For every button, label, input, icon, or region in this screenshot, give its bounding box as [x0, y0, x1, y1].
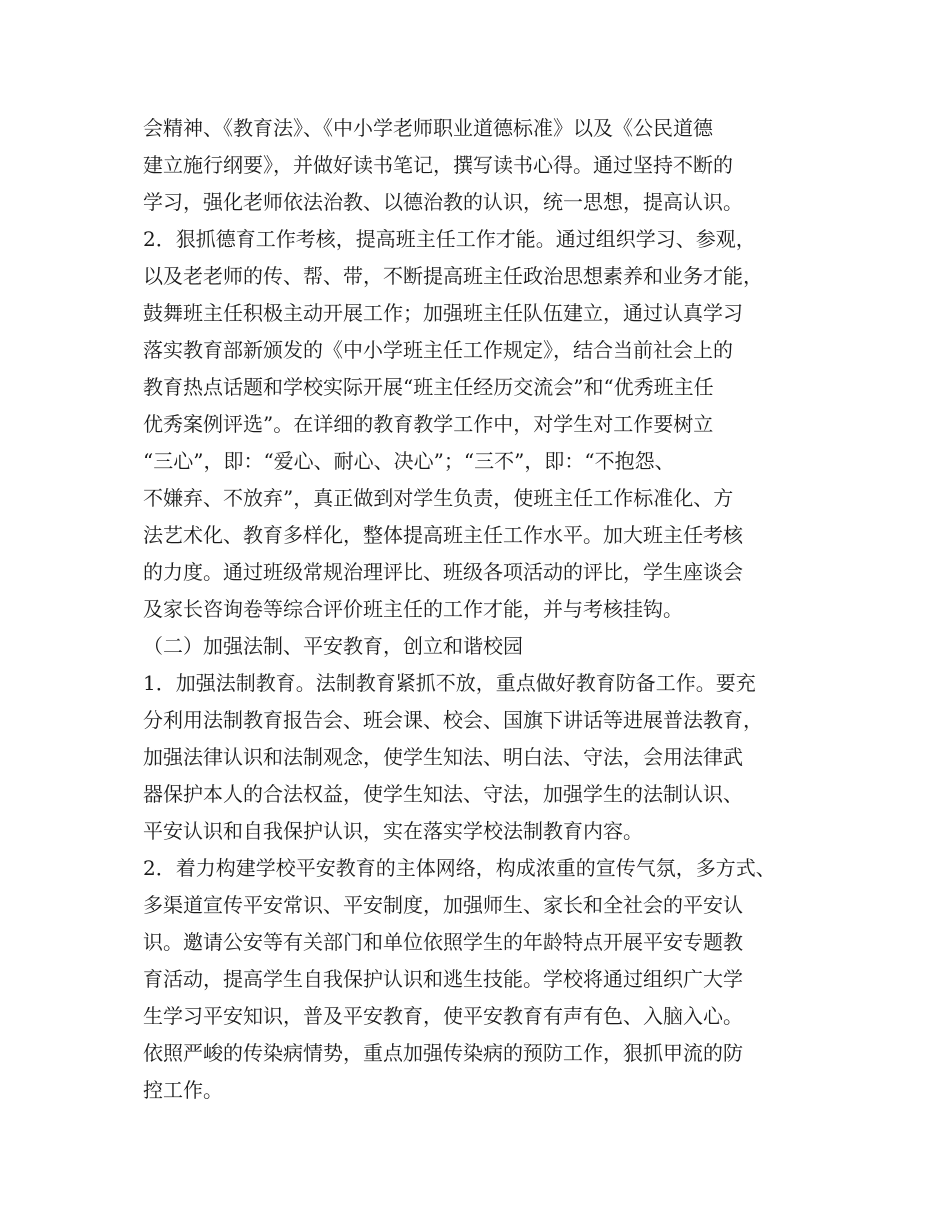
- text-line: 依照严峻的传染病情势，重点加强传染病的预防工作，狠抓甲流的防: [143, 1041, 743, 1065]
- text-line: 不嫌弃、不放弃”，真正做到对学生负责，使班主任工作标准化、方: [143, 486, 734, 510]
- text-line: 控工作。: [143, 1078, 223, 1102]
- text-line: 落实教育部新颁发的《中小学班主任工作规定》，结合当前社会上的: [143, 338, 733, 362]
- text-line: 育活动，提高学生自我保护认识和逃生技能。学校将通过组织广大学: [143, 967, 743, 991]
- text-line: 法艺术化、教育多样化，整体提高班主任工作水平。加大班主任考核: [143, 523, 743, 547]
- text-line: 会精神、《教育法》、《中小学老师职业道德标准》以及《公民道德: [143, 116, 713, 140]
- text-line: 鼓舞班主任积极主动开展工作；加强班主任队伍建立，通过认真学习: [143, 301, 743, 325]
- section-heading: （二）加强法制、平安教育，创立和谐校园: [143, 634, 523, 658]
- text-line: 优秀案例评选”。在详细的教育教学工作中，对学生对工作要树立: [143, 412, 714, 436]
- text-line: 的力度。通过班级常规治理评比、班级各项活动的评比，学生座谈会: [143, 560, 743, 584]
- text-line: 教育热点话题和学校实际开展“班主任经历交流会”和“优秀班主任: [143, 375, 714, 399]
- text-line: “三心”，即：“爱心、耐心、决心”；“三不”，即：“不抱怨、: [143, 449, 675, 473]
- text-line: 及家长咨询卷等综合评价班主任的工作才能，并与考核挂钩。: [143, 597, 683, 621]
- text-line: 学习，强化老师依法治教、以德治教的认识，统一思想，提高认识。: [143, 190, 743, 214]
- text-line: 识。邀请公安等有关部门和单位依照学生的年龄特点开展平安专题教: [143, 930, 743, 954]
- text-line: 器保护本人的合法权益，使学生知法、守法，加强学生的法制认识、: [143, 782, 743, 806]
- text-line: 建立施行纲要》，并做好读书笔记，撰写读书心得。通过坚持不断的: [143, 153, 733, 177]
- text-line: 2．着力构建学校平安教育的主体网络，构成浓重的宣传气氛，多方式、: [143, 856, 776, 880]
- text-line: 分利用法制教育报告会、班会课、校会、国旗下讲话等进展普法教育，: [143, 708, 763, 732]
- text-line: 以及老老师的传、帮、带，不断提高班主任政治思想素养和业务才能，: [143, 264, 763, 288]
- text-line: 1．加强法制教育。法制教育紧抓不放，重点做好教育防备工作。要充: [143, 671, 756, 695]
- text-line: 2．狠抓德育工作考核，提高班主任工作才能。通过组织学习、参观，: [143, 227, 756, 251]
- text-line: 多渠道宣传平安常识、平安制度，加强师生、家长和全社会的平安认: [143, 893, 743, 917]
- text-line: 生学习平安知识，普及平安教育，使平安教育有声有色、入脑入心。: [143, 1004, 743, 1028]
- document-body: [143, 110, 823, 1109]
- text-line: 加强法律认识和法制观念，使学生知法、明白法、守法，会用法律武: [143, 745, 743, 769]
- text-line: 平安认识和自我保护认识，实在落实学校法制教育内容。: [143, 819, 643, 843]
